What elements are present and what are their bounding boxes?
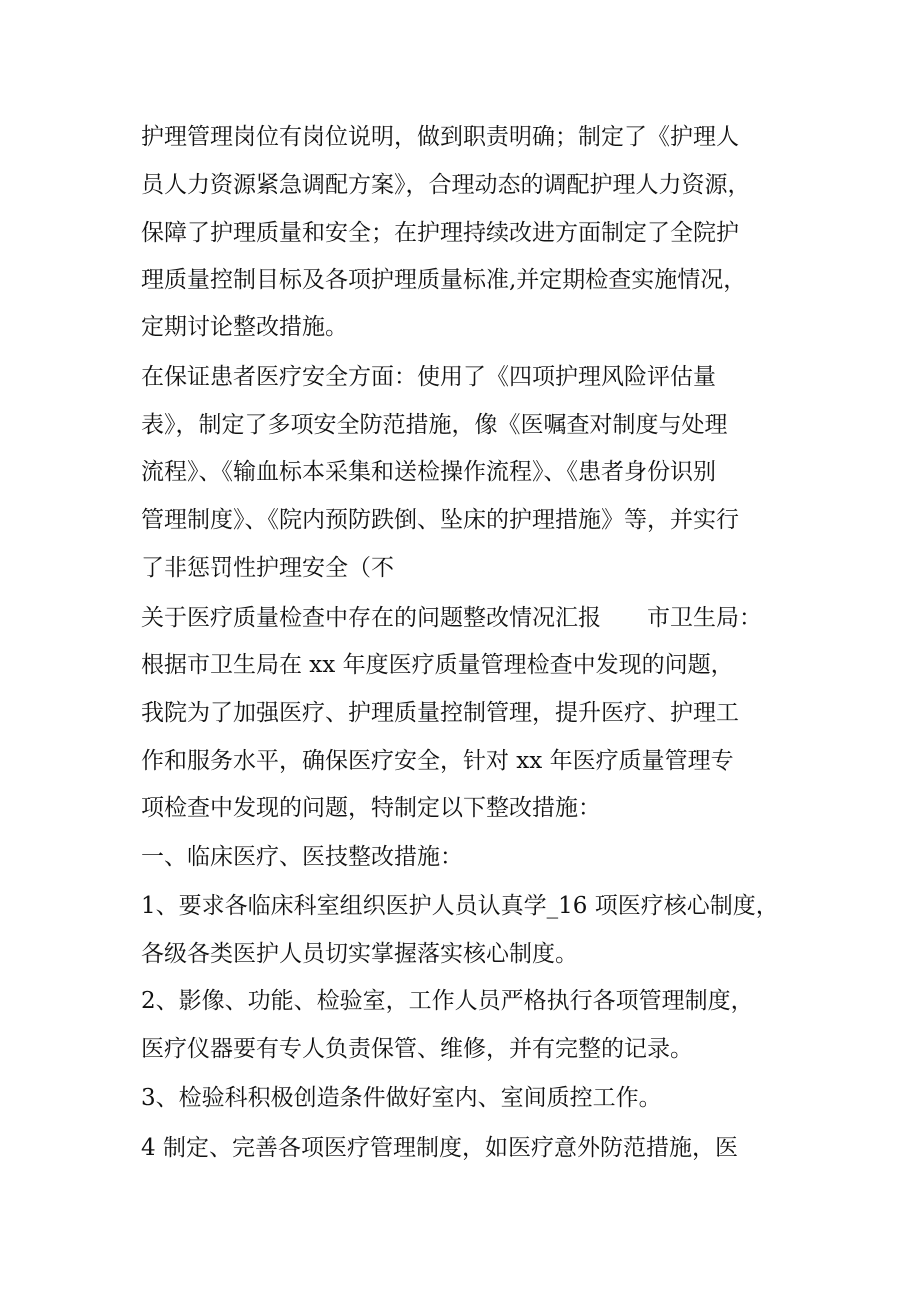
- text-line: 根据市卫生局在 xx 年度医疗质量管理检查中发现的问题，: [141, 652, 734, 678]
- section-heading: 一、临床医疗、医技整改措施：: [141, 844, 463, 870]
- list-item-line: 各级各类医护人员切实掌握落实核心制度。: [141, 941, 578, 967]
- report-heading-line: 关于医疗质量检查中存在的问题整改情况汇报 市卫生局：: [141, 605, 762, 631]
- text-line: 我院为了加强医疗、护理质量控制管理，提升医疗、护理工: [141, 700, 739, 726]
- text-line: 作和服务水平，确保医疗安全，针对 xx 年医疗质量管理专: [141, 748, 734, 774]
- text-line: 在保证患者医疗安全方面：使用了《四项护理风险评估量: [141, 364, 716, 390]
- text-line: 员人力资源紧急调配方案》，合理动态的调配护理人力资源，: [141, 172, 751, 198]
- text-line: 项检查中发现的问题，特制定以下整改措施：: [141, 795, 601, 821]
- list-item-line: 4 制定、完善各项医疗管理制度，如医疗意外防范措施，医: [141, 1135, 738, 1161]
- text-line: 理质量控制目标及各项护理质量标准,并定期检查实施情况，: [141, 267, 747, 293]
- list-item-line: 3、检验科积极创造条件做好室内、室间质控工作。: [141, 1085, 662, 1111]
- text-line: 了非惩罚性护理安全（不: [141, 555, 394, 581]
- list-item-line: 医疗仪器要有专人负责保管、维修，并有完整的记录。: [141, 1036, 693, 1062]
- text-line: 管理制度》、《院内预防跌倒、坠床的护理措施》等，并实行: [141, 507, 739, 533]
- list-item-line: 1、要求各临床科室组织医护人员认真学_16 项医疗核心制度，: [141, 893, 779, 919]
- text-line: 保障了护理质量和安全；在护理持续改进方面制定了全院护: [141, 220, 739, 246]
- list-item-line: 2、影像、功能、检验室，工作人员严格执行各项管理制度，: [141, 988, 754, 1014]
- text-line: 表》，制定了多项安全防范措施，像《医嘱查对制度与处理: [141, 412, 728, 438]
- text-line: 定期讨论整改措施。: [141, 314, 348, 340]
- text-line: 流程》、《输血标本采集和送检操作流程》、《患者身份识别: [141, 459, 716, 485]
- text-line: 护理管理岗位有岗位说明，做到职责明确；制定了《护理人: [141, 124, 739, 150]
